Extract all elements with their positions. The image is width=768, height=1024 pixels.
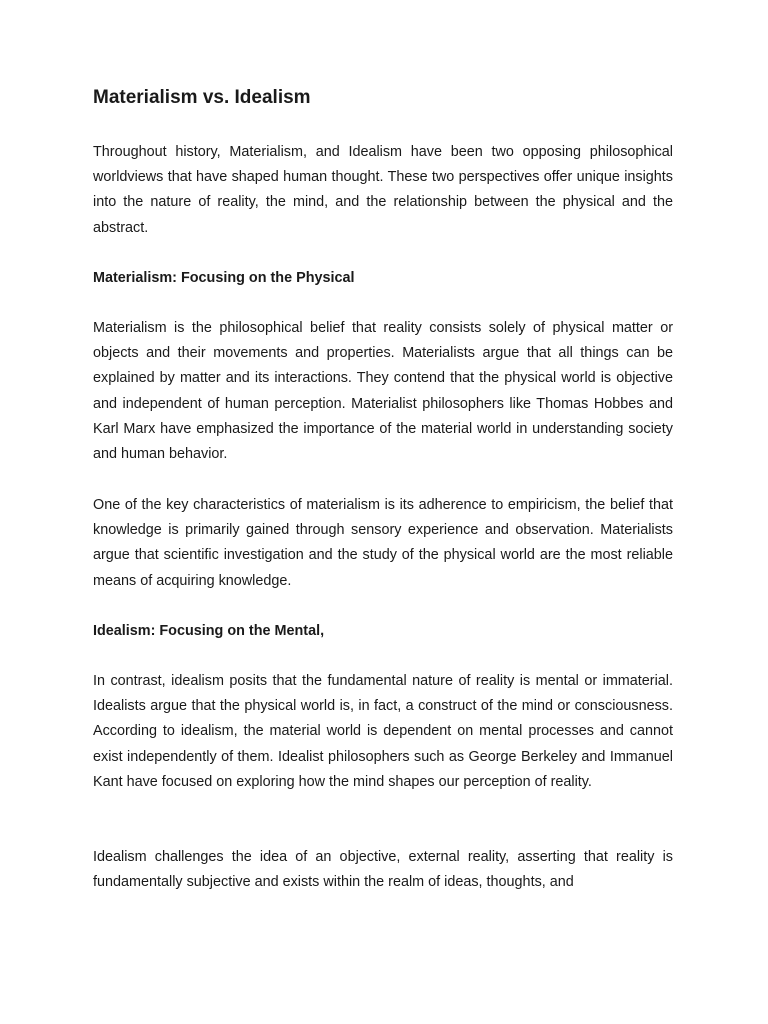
document-title: Materialism vs. Idealism [93, 87, 311, 108]
section-heading-materialism: Materialism: Focusing on the Physical [93, 270, 355, 286]
idealism-paragraph-2: Idealism challenges the idea of an objective, external reality, asserting that reality is fundamentally subjective and exists within the realm of ideas, thoughts, and [93, 849, 673, 891]
intro-paragraph: Throughout history, Materialism, and Idealism have been two opposing philosophical worldviews that have shaped human thought. These two perspectives offer unique insights into the nature of reality, the mind, and the relationship between the physical and the abstract. [93, 144, 673, 236]
idealism-paragraph-1: In contrast, idealism posits that the fundamental nature of reality is mental or immaterial. Idealists argue that the physical world is, in fact, a construct of the mind or consciousness. According to idealism, the material world is dependent on mental processes and cannot exist independently of them. Idealist philosophers such as George Berkeley and Immanuel Kant have focused on exploring how the mind shapes our perception of reality. [93, 673, 673, 790]
materialism-paragraph-1: Materialism is the philosophical belief that reality consists solely of physical matter or objects and their movements and properties. Materialists argue that all things can be explained by matter and its interactions. They contend that the physical world is objective and independent of human perception. Materialist philosophers like Thomas Hobbes and Karl Marx have emphasized the importance of the material world in understanding society and human behavior. [93, 320, 673, 463]
materialism-paragraph-2: One of the key characteristics of materialism is its adherence to empiricism, the belief that knowledge is primarily gained through sensory experience and observation. Materialists argue that scientific investigation and the study of the physical world are the most reliable means of acquiring knowledge. [93, 497, 673, 589]
section-heading-idealism: Idealism: Focusing on the Mental, [93, 623, 325, 639]
